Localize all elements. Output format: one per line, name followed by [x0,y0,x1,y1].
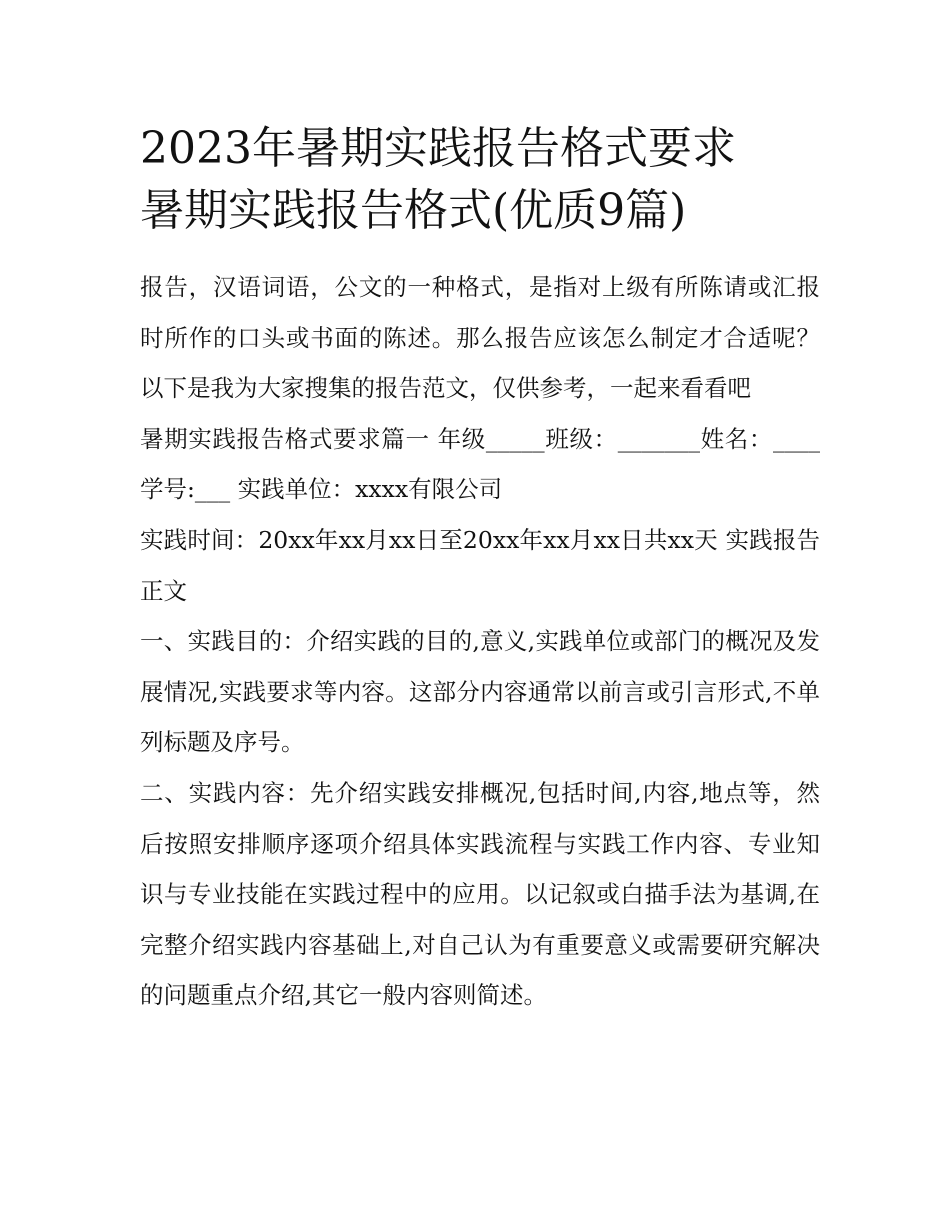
document-title [140,118,820,242]
title-line-2: 暑期实践报告格式(优质9篇) [140,185,687,236]
paragraph-section-content: 二、实践内容：先介绍实践安排概况,包括时间,内容,地点等，然后按照安排顺序逐项介绍具体实践流程与实践工作内容、专业知识与专业技能在实践过程中的应用。以记叙或白描手法为基调,在完整介绍实践内容基础上,对自己认为有重要意义或需要研究解决的问题重点介绍,其它一般内容则简述。 [140,778,820,1010]
paragraph-intro: 报告，汉语词语，公文的一种格式，是指对上级有所陈请或汇报时所作的口头或书面的陈述。那么报告应该怎么制定才合适呢？以下是我为大家搜集的报告范文，仅供参考，一起来看看吧 [140,273,820,403]
document-page [140,118,820,1021]
document-body [140,262,820,1021]
paragraph-section-purpose: 一、实践目的：介绍实践的目的,意义,实践单位或部门的概况及发展情况,实践要求等内容。这部分内容通常以前言或引言形式,不单列标题及序号。 [140,627,820,757]
paragraph-practice-time: 实践时间：20xx年xx月xx日至20xx年xx月xx日共xx天 实践报告正文 [140,525,820,605]
paragraph-header-fields: 暑期实践报告格式要求篇一 年级_____班级：_______姓名：____学号:___ 实践单位：xxxx有限公司 [140,424,820,504]
title-line-1: 2023年暑期实践报告格式要求 [140,123,736,174]
